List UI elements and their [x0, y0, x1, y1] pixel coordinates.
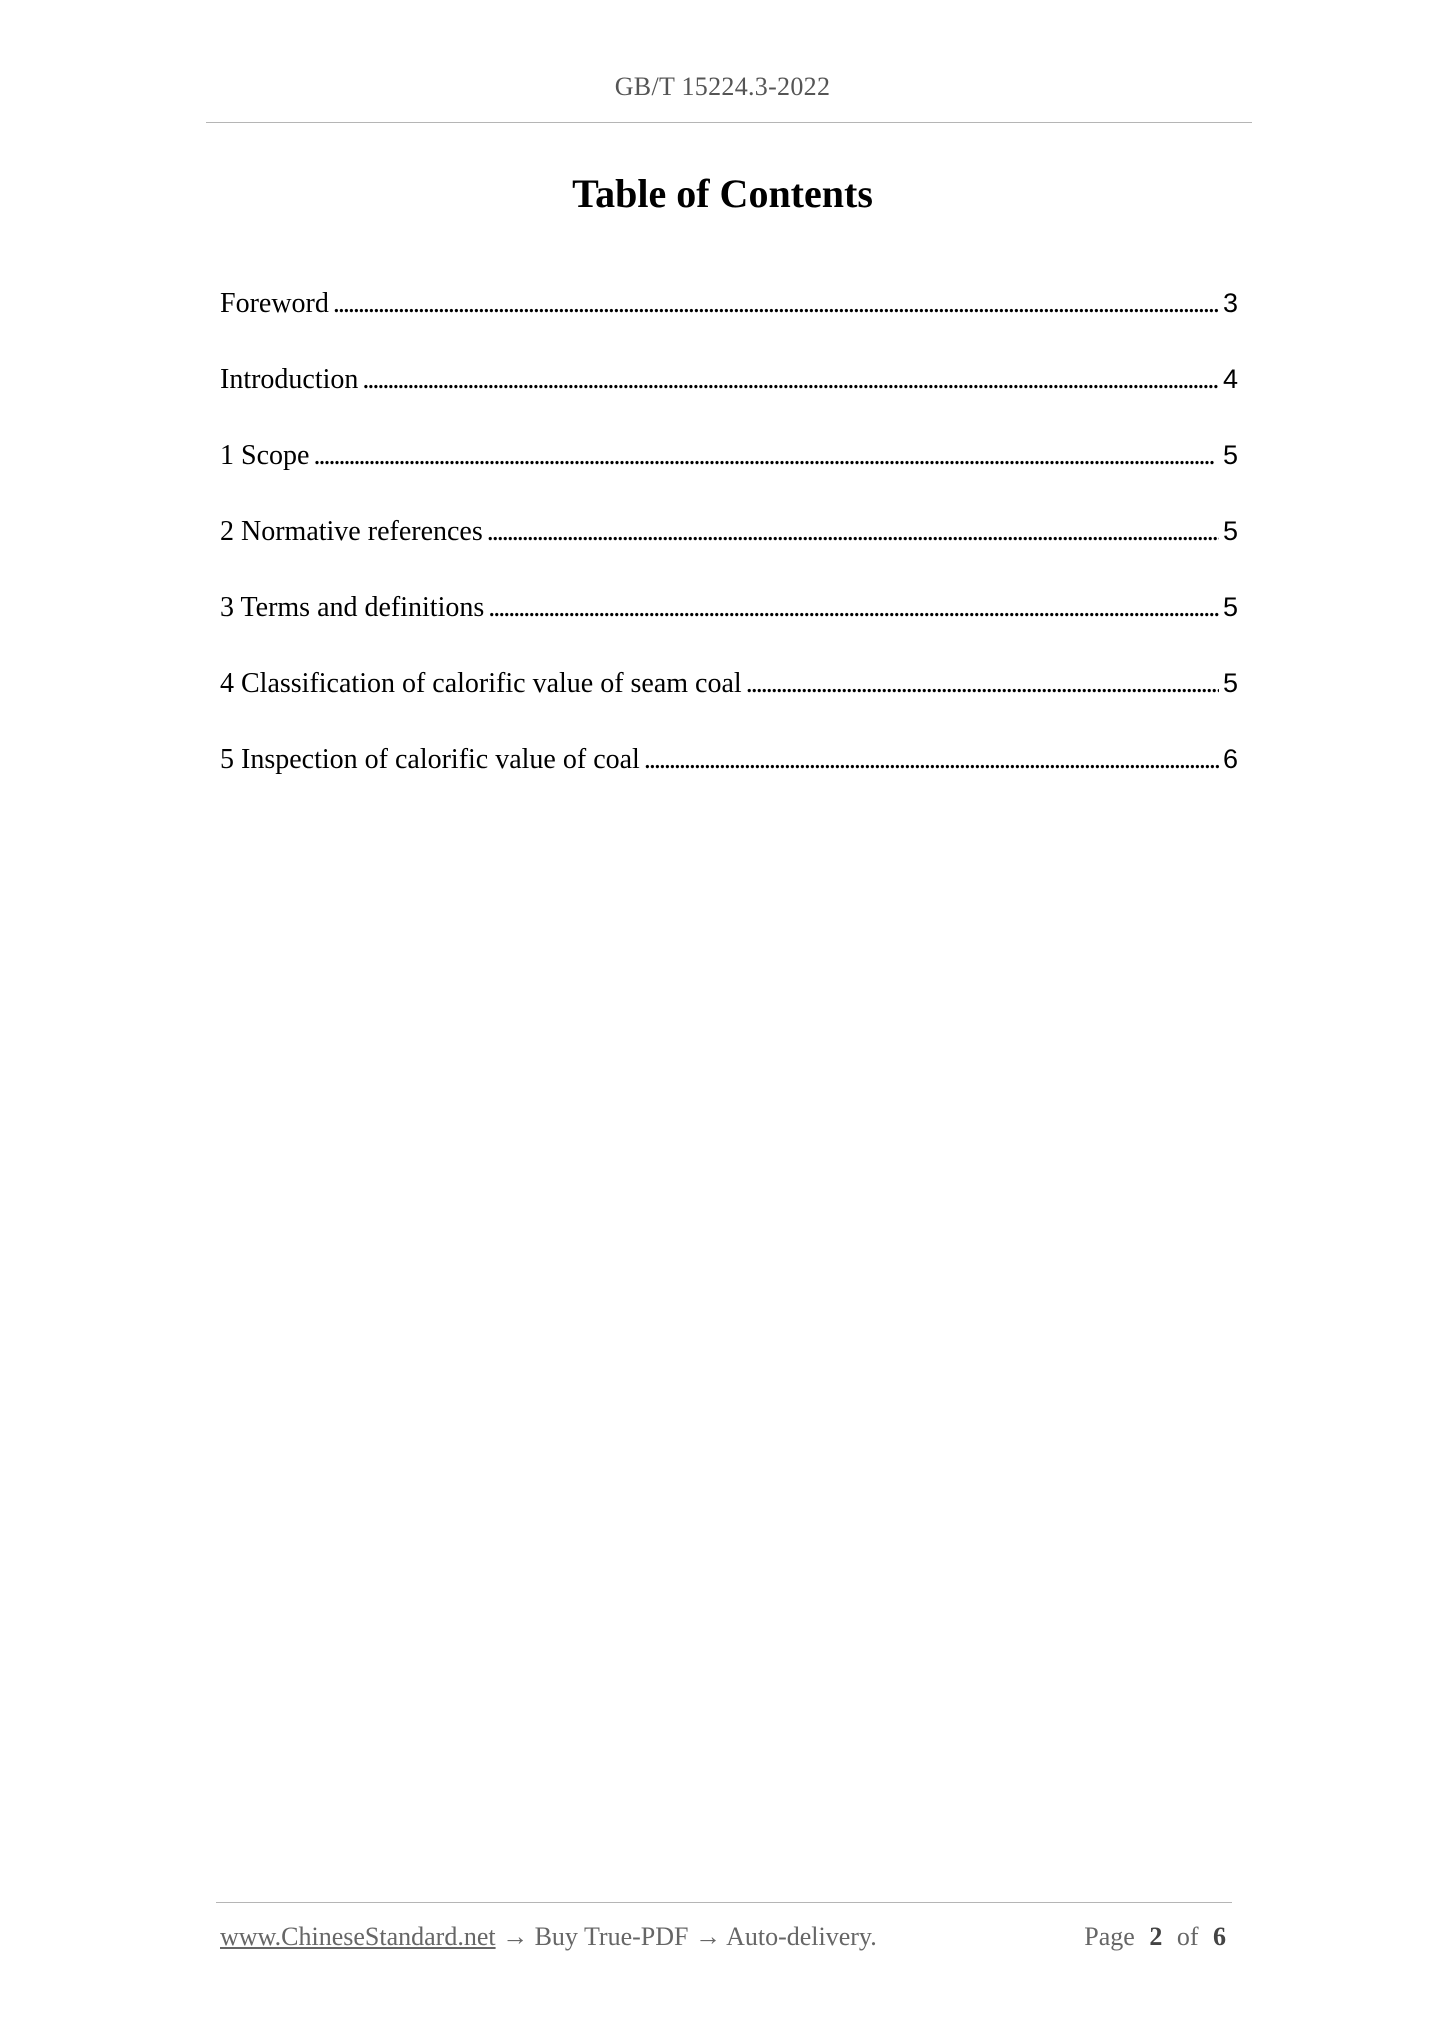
of-label: of: [1176, 1922, 1199, 1951]
toc-entry-label: 1 Scope: [220, 440, 310, 471]
toc-entry-scope[interactable]: [220, 440, 1238, 516]
total-pages: 6: [1213, 1922, 1226, 1951]
toc-entry-label: Introduction: [220, 364, 359, 395]
toc-entry-normative-references[interactable]: [220, 516, 1238, 592]
toc-entry-page: 3: [1222, 288, 1238, 318]
toc-entry-label: 3 Terms and definitions: [220, 592, 485, 623]
dot-leader: [488, 592, 1219, 624]
toc-entry-label: Foreword: [220, 288, 329, 319]
dot-leader: [333, 288, 1219, 320]
dot-leader: [746, 668, 1219, 700]
document-id-header: GB/T 15224.3-2022: [614, 72, 831, 101]
toc-list: [220, 288, 1238, 820]
dot-leader: [487, 516, 1219, 548]
page-number: [1084, 1922, 1226, 1952]
current-page: 2: [1149, 1922, 1163, 1951]
toc-entry-page: 5: [1222, 440, 1238, 470]
header-divider: [206, 122, 1252, 123]
auto-delivery-text: Auto-delivery.: [726, 1922, 877, 1951]
toc-entry-foreword[interactable]: [220, 288, 1238, 364]
toc-entry-inspection[interactable]: [220, 744, 1238, 820]
toc-entry-page: 4: [1222, 364, 1238, 394]
toc-entry-page: 5: [1222, 668, 1238, 698]
dot-leader: [644, 744, 1219, 776]
toc-entry-page: 6: [1222, 744, 1238, 774]
footer-promo: [220, 1922, 877, 1952]
page-label: Page: [1084, 1922, 1135, 1951]
toc-entry-introduction[interactable]: [220, 364, 1238, 440]
dot-leader: [313, 440, 1219, 472]
toc-entry-page: 5: [1222, 592, 1238, 622]
dot-leader: [362, 364, 1219, 396]
toc-entry-page: 5: [1222, 516, 1238, 546]
toc-title: Table of Contents: [572, 171, 873, 216]
arrow-right-icon: →: [695, 1922, 721, 1951]
toc-entry-label: 2 Normative references: [220, 516, 483, 547]
buy-true-pdf-text: Buy True-PDF: [534, 1922, 689, 1951]
arrow-right-icon: →: [502, 1922, 529, 1951]
footer-divider: [216, 1902, 1232, 1903]
toc-entry-terms-and-definitions[interactable]: [220, 592, 1238, 668]
toc-entry-label: 4 Classification of calorific value of seam coal: [220, 668, 742, 699]
toc-entry-classification[interactable]: [220, 668, 1238, 744]
website-link[interactable]: www.ChineseStandard.net: [220, 1922, 496, 1951]
toc-entry-label: 5 Inspection of calorific value of coal: [220, 744, 640, 775]
